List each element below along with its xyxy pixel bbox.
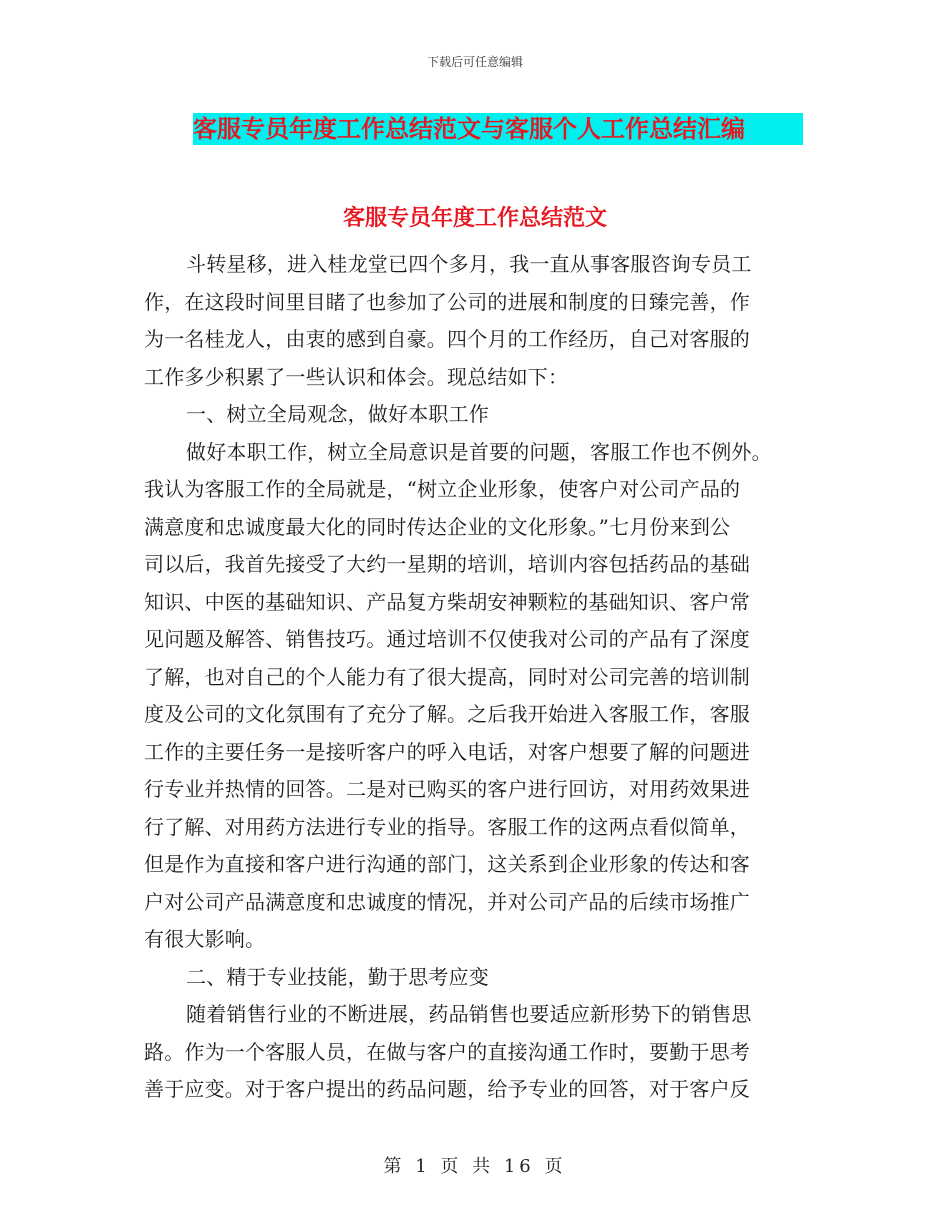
paragraph-line: 斗转星移，进入桂龙堂已四个多月，我一直从事客服咨询专员工 [186, 252, 752, 276]
paragraph-line: 行了解、对用药方法进行专业的指导。客服工作的这两点看似简单， [144, 814, 750, 839]
paragraph-line: 我认为客服工作的全局就是，“树立企业形象，使客户对公司产品的 [144, 477, 741, 501]
paragraph-line: 但是作为直接和客户进行沟通的部门，这关系到企业形象的传达和客 [144, 852, 750, 876]
paragraph-line: 度及公司的文化氛围有了充分了解。之后我开始进入客服工作，客服 [144, 702, 750, 726]
paragraph-line: 作，在这段时间里目睹了也参加了公司的进展和制度的日臻完善，作 [144, 289, 750, 314]
section-heading: 一、树立全局观念，做好本职工作 [186, 402, 489, 426]
paragraph-line: 随着销售行业的不断进展，药品销售也要适应新形势下的销售思 [186, 1002, 752, 1026]
paragraph-line: 善于应变。对于客户提出的药品问题，给予专业的回答，对于客户反 [144, 1077, 750, 1101]
document-body [144, 246, 807, 1109]
paragraph-line: 满意度和忠诚度最大化的同时传达企业的文化形象。”七月份来到公 [144, 514, 731, 539]
paragraph-line: 了解，也对自己的个人能力有了很大提高，同时对公司完善的培训制 [144, 664, 750, 689]
main-title: 客服专员年度工作总结范文与客服个人工作总结汇编 [193, 113, 803, 145]
section-heading: 二、精于专业技能，勤于思考应变 [186, 964, 489, 989]
paragraph-line: 工作的主要任务一是接听客户的呼入电话，对客户想要了解的问题进 [144, 739, 750, 764]
paragraph-line: 知识、中医的基础知识、产品复方柴胡安神颗粒的基础知识、客户常 [144, 589, 750, 614]
paragraph-line: 司以后，我首先接受了大约一星期的培训，培训内容包括药品的基础 [144, 552, 750, 576]
paragraph-line: 工作多少积累了一些认识和体会。现总结如下： [144, 364, 569, 389]
page-footer: 第 1 页 共 16 页 [383, 1156, 567, 1177]
header-note: 下载后可任意编辑 [426, 55, 523, 69]
paragraph-line: 做好本职工作，树立全局意识是首要的问题，客服工作也不例外。 [186, 439, 772, 464]
paragraph-line: 行专业并热情的回答。二是对已购买的客户进行回访，对用药效果进 [144, 777, 750, 801]
paragraph-line: 户对公司产品满意度和忠诚度的情况，并对公司产品的后续市场推广 [144, 889, 750, 914]
paragraph-line: 路。作为一个客服人员，在做与客户的直接沟通工作时，要勤于思考 [144, 1039, 750, 1064]
paragraph-line: 为一名桂龙人，由衷的感到自豪。四个月的工作经历，自己对客服的 [144, 327, 750, 351]
sub-title: 客服专员年度工作总结范文 [342, 206, 607, 231]
paragraph-line: 见问题及解答、销售技巧。通过培训不仅使我对公司的产品有了深度 [144, 627, 750, 651]
paragraph-line: 有很大影响。 [144, 927, 266, 951]
